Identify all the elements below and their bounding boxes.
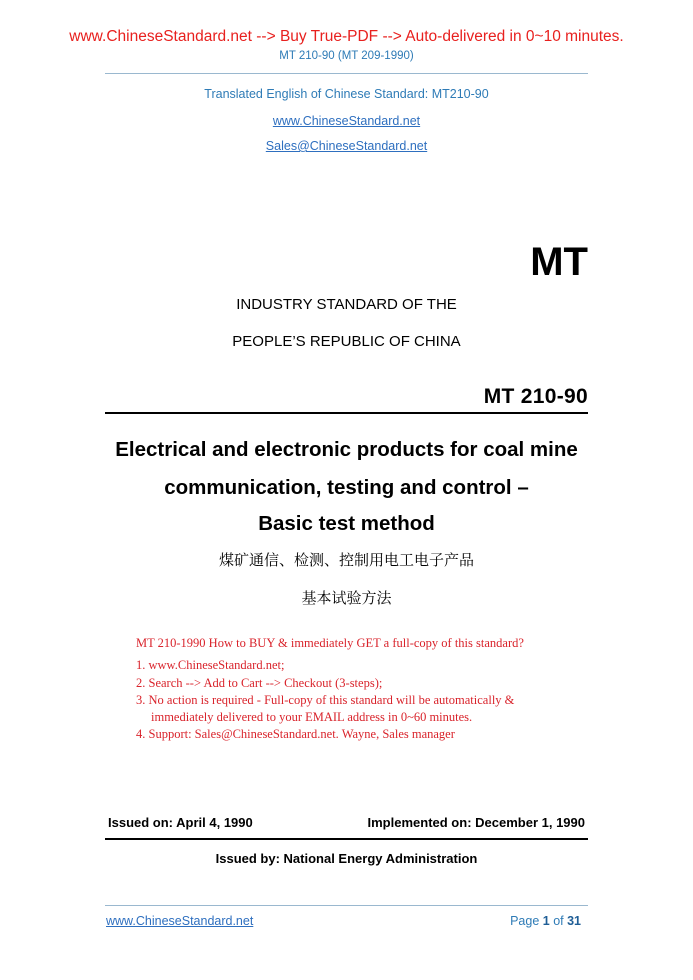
implemented-date: Implemented on: December 1, 1990	[367, 815, 585, 830]
org-line-1: INDUSTRY STANDARD OF THE	[236, 296, 457, 313]
purchase-title: MT 210-1990 How to BUY & immediately GET a full-copy of this standard?	[136, 636, 524, 650]
purchase-item-4: 4. Support: Sales@ChineseStandard.net. Wayne, Sales manager	[136, 727, 455, 741]
standard-code: MT	[530, 240, 588, 284]
cn-title-line-1: 煤矿通信、检测、控制用电工电子产品	[218, 551, 474, 569]
translated-notice: Translated English of Chinese Standard: MT210-90	[204, 87, 489, 101]
title-line-1: Electrical and electronic products for coal mine	[115, 438, 578, 461]
dates-divider	[105, 838, 588, 840]
issued-by: Issued by: National Energy Administration	[215, 851, 478, 866]
header-email-link[interactable]: Sales@ChineseStandard.net	[265, 139, 428, 153]
page-of: of	[549, 914, 568, 928]
purchase-item-1: 1. www.ChineseStandard.net;	[136, 658, 285, 672]
title-divider	[105, 412, 588, 414]
purchase-item-3-cont: immediately delivered to your EMAIL address in 0~60 minutes.	[151, 710, 473, 724]
title-line-2: communication, testing and control –	[164, 476, 529, 499]
cn-title-line-2: 基本试验方法	[301, 589, 392, 607]
page-total: 31	[567, 914, 581, 928]
page-current: 1	[542, 914, 550, 928]
footer-divider	[105, 905, 588, 906]
top-banner: www.ChineseStandard.net --> Buy True-PDF --> Auto-delivered in 0~10 minutes.	[69, 28, 624, 45]
header-divider	[105, 73, 588, 74]
purchase-item-2: 2. Search --> Add to Cart --> Checkout (3-steps);	[136, 676, 383, 690]
page-prefix: Page	[510, 914, 543, 928]
standard-number: MT 210-90	[483, 385, 588, 408]
purchase-item-3: 3. No action is required - Full-copy of this standard will be automatically &	[136, 693, 515, 707]
header-website-link[interactable]: www.ChineseStandard.net	[272, 114, 421, 128]
page-indicator	[510, 914, 581, 928]
issued-date: Issued on: April 4, 1990	[108, 815, 253, 830]
org-line-2: PEOPLE’S REPUBLIC OF CHINA	[232, 333, 461, 350]
header-website-wrap	[0, 112, 693, 130]
header-email-wrap	[0, 137, 693, 155]
document-id: MT 210-90 (MT 209-1990)	[279, 50, 414, 62]
footer-website-link[interactable]: www.ChineseStandard.net	[106, 914, 254, 928]
title-line-3: Basic test method	[258, 512, 435, 535]
